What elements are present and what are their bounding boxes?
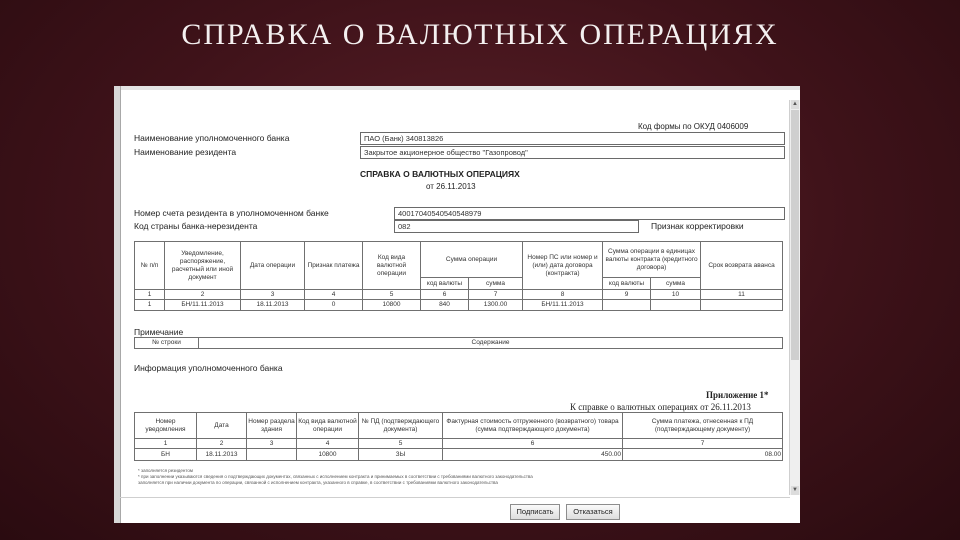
form-heading: СПРАВКА О ВАЛЮТНЫХ ОПЕРАЦИЯХ xyxy=(360,169,520,179)
appendix-header-cell: Дата xyxy=(197,413,247,439)
ops-cell[interactable]: 1300.00 xyxy=(469,300,523,311)
ops-cell[interactable]: БН/11.11.2013 xyxy=(523,300,603,311)
appendix-colnum-cell: 4 xyxy=(297,439,359,449)
account-field[interactable]: 40017040540540548979 xyxy=(394,207,785,220)
appendix-cell[interactable]: БН xyxy=(135,449,197,461)
form-code: Код формы по ОКУД 0406009 xyxy=(638,122,749,131)
footnote: * при заполнении указываются сведения о подтверждающих документах, связанных с исполнением контракта и принимаемых в соответствии с требованиями валютного законодательства xyxy=(138,474,533,479)
appendix-cell[interactable]: 18.11.2013 xyxy=(197,449,247,461)
ops-header-cell: Срок возврата аванса xyxy=(701,242,783,290)
appendix-title: Приложение 1* xyxy=(706,390,769,400)
appendix-colnum-cell: 2 xyxy=(197,439,247,449)
appendix-cell[interactable]: 08.00 xyxy=(623,449,783,461)
note-header-content: Содержание xyxy=(199,338,783,349)
table-row[interactable] xyxy=(135,449,783,461)
ops-colnum-cell: 9 xyxy=(603,290,651,300)
ops-subheader-cell: код валюты xyxy=(421,278,469,290)
appendix-colnum-cell: 1 xyxy=(135,439,197,449)
ops-cell[interactable] xyxy=(701,300,783,311)
bank-info-label: Информация уполномоченного банка xyxy=(134,363,283,373)
table-row[interactable] xyxy=(135,300,783,311)
scroll-up-icon[interactable]: ▲ xyxy=(792,101,798,107)
appendix-header-cell: Сумма платежа, отнесенная к ПД (подтверждающему документу) xyxy=(623,413,783,439)
scrollbar-thumb[interactable] xyxy=(791,110,799,360)
account-label: Номер счета резидента в уполномоченном банке xyxy=(134,208,329,218)
ops-cell[interactable]: 10800 xyxy=(363,300,421,311)
country-field[interactable]: 082 xyxy=(394,220,639,233)
button-bar-divider xyxy=(120,497,790,498)
currency-operations-form xyxy=(114,86,790,523)
ops-colnum-cell: 2 xyxy=(165,290,241,300)
ops-header-cell: Сумма операции xyxy=(421,242,523,278)
footnote: заполняется при наличии документа по операции, связанной с исполнением контракта, указанного в справке, в соответствии с требованиями валютного законодательства xyxy=(138,480,498,485)
ops-header-cell: Уведомление, распоряжение, расчетный или иной документ xyxy=(165,242,241,290)
document-window xyxy=(114,86,800,523)
ops-header-cell: № п/п xyxy=(135,242,165,290)
appendix-cell[interactable]: 450.00 xyxy=(443,449,623,461)
appendix-subtitle: К справке о валютных операциях от 26.11.2013 xyxy=(570,402,751,412)
ops-header-cell: Признак платежа xyxy=(305,242,363,290)
note-table xyxy=(134,337,783,349)
appendix-header-cell: № ПД (подтверждающего документа) xyxy=(359,413,443,439)
operations-table xyxy=(134,241,783,311)
ops-colnum-cell: 7 xyxy=(469,290,523,300)
ops-colnum-cell: 5 xyxy=(363,290,421,300)
country-label: Код страны банка-нерезидента xyxy=(134,221,258,231)
form-date: от 26.11.2013 xyxy=(426,182,476,191)
appendix-table xyxy=(134,412,783,461)
sign-button[interactable]: Подписать xyxy=(510,504,560,520)
appendix-cell[interactable]: 10800 xyxy=(297,449,359,461)
appendix-header-cell: Номер уведомления xyxy=(135,413,197,439)
ops-cell[interactable]: 0 xyxy=(305,300,363,311)
ops-header-cell: Сумма операции в единицах валюты контракта (кредитного договора) xyxy=(603,242,701,278)
appendix-header-cell: Номер раздела здания xyxy=(247,413,297,439)
scroll-down-icon[interactable]: ▼ xyxy=(792,487,798,493)
note-label: Примечание xyxy=(134,327,184,337)
appendix-colnum-cell: 7 xyxy=(623,439,783,449)
ops-colnum-cell: 1 xyxy=(135,290,165,300)
resident-field[interactable]: Закрытое акционерное общество "Газопровод" xyxy=(360,146,785,159)
resident-label: Наименование резидента xyxy=(134,147,237,157)
ops-colnum-cell: 3 xyxy=(241,290,305,300)
note-header-number: № строки xyxy=(135,338,199,349)
appendix-colnum-cell: 5 xyxy=(359,439,443,449)
ops-colnum-cell: 6 xyxy=(421,290,469,300)
ops-cell[interactable] xyxy=(651,300,701,311)
ops-cell[interactable]: 840 xyxy=(421,300,469,311)
ops-colnum-cell: 11 xyxy=(701,290,783,300)
ops-cell[interactable] xyxy=(603,300,651,311)
ops-colnum-cell: 4 xyxy=(305,290,363,300)
ops-subheader-cell: сумма xyxy=(651,278,701,290)
ops-cell[interactable]: 1 xyxy=(135,300,165,311)
ops-cell[interactable]: БН/11.11.2013 xyxy=(165,300,241,311)
ops-cell[interactable]: 18.11.2013 xyxy=(241,300,305,311)
appendix-colnum-cell: 6 xyxy=(443,439,623,449)
appendix-header-cell: Фактурная стоимость отгруженного (возвратного) товара (сумма подтверждающего документа) xyxy=(443,413,623,439)
bank-label: Наименование уполномоченного банка xyxy=(134,133,290,143)
ops-header-cell: Дата операции xyxy=(241,242,305,290)
footnote: * заполняется резидентом xyxy=(138,468,193,473)
appendix-colnum-cell: 3 xyxy=(247,439,297,449)
cancel-button[interactable]: Отказаться xyxy=(566,504,620,520)
appendix-cell[interactable]: ЗЫ xyxy=(359,449,443,461)
ops-colnum-cell: 8 xyxy=(523,290,603,300)
slide-title: СПРАВКА О ВАЛЮТНЫХ ОПЕРАЦИЯХ xyxy=(181,18,779,51)
vertical-scrollbar[interactable] xyxy=(789,100,800,495)
correction-label: Признак корректировки xyxy=(651,221,744,231)
ops-header-cell: Номер ПС или номер и (или) дата договора (контракта) xyxy=(523,242,603,290)
appendix-header-cell: Код вида валютной операции xyxy=(297,413,359,439)
ops-subheader-cell: код валюты xyxy=(603,278,651,290)
ops-colnum-cell: 10 xyxy=(651,290,701,300)
ops-subheader-cell: сумма xyxy=(469,278,523,290)
ops-header-cell: Код вида валютной операции xyxy=(363,242,421,290)
bank-field[interactable]: ПАО (Банк) 340813826 xyxy=(360,132,785,145)
appendix-cell[interactable] xyxy=(247,449,297,461)
